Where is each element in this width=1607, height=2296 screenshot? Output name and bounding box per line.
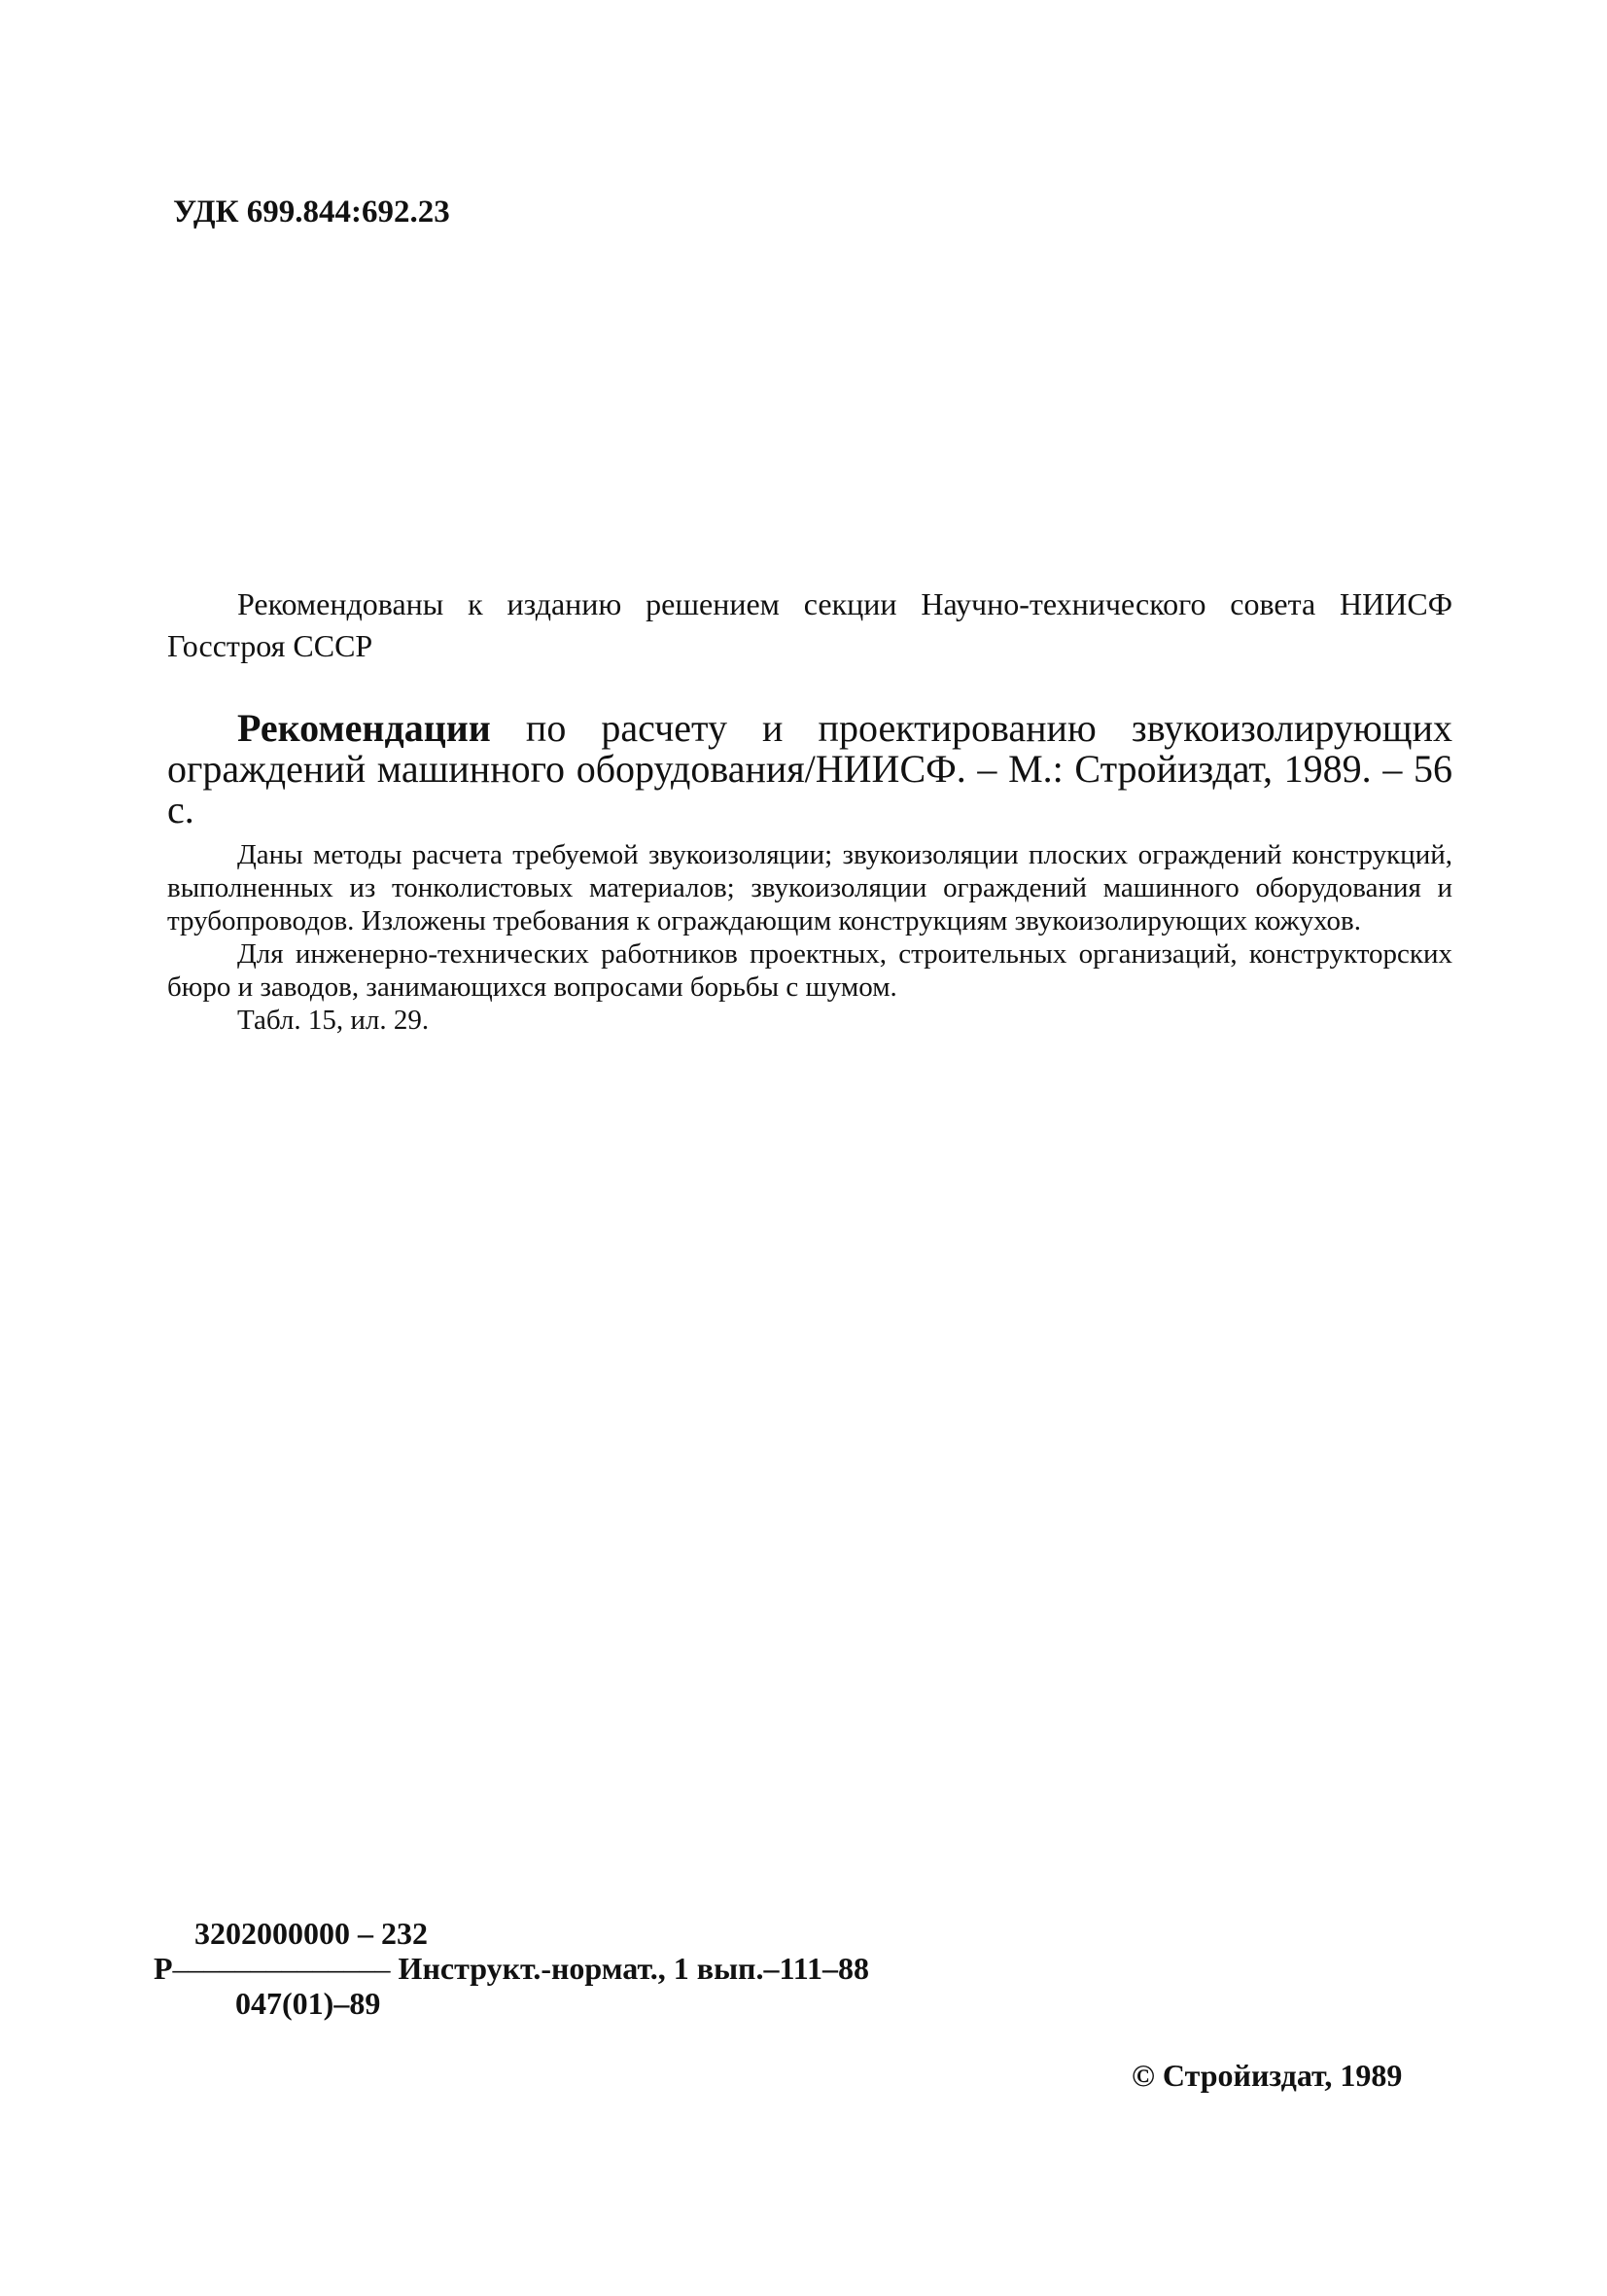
imprint-numerator: 3202000000 – 232 — [194, 1916, 428, 1951]
illustrations-note: Табл. 15, ил. 29. — [237, 1005, 430, 1036]
bibliographic-citation — [167, 708, 1452, 830]
citation-lead: Рекомендации — [237, 706, 491, 750]
imprint-note: Инструкт.-нормат., 1 вып.–111–88 — [398, 1951, 869, 1986]
imprint-fraction-line — [154, 1951, 869, 1986]
imprint-denominator: 047(01)–89 — [235, 1986, 381, 2021]
copyright-line: © Стройиздат, 1989 — [1132, 2058, 1403, 2093]
audience-paragraph: Для инженерно-технических работников проектных, строительных организаций, конструкторских бюро и заводов, занимающихся вопросами борьбы с шумом. — [167, 938, 1452, 1003]
imprint-prefix: Р — [154, 1951, 173, 1986]
imprint-dashes: –––––––––––––– — [172, 1951, 391, 1986]
udk-code: УДК 699.844:692.23 — [173, 194, 450, 230]
abstract-paragraph: Даны методы расчета требуемой звукоизоляции; звукоизоляции плоских ограждений конструкций, выполненных из тонколистовых материалов; звукоизоляции ограждений машинного оборудования и трубопроводов. Изложены требования к ограждающим конструкциям звукоизолирующих кожухов. — [167, 839, 1452, 936]
citation-text: по расчету и проектированию звукоизолирующих ограждений машинного оборудования/НИИСФ. – М.: Стройиздат, 1989. – 56 с. — [167, 706, 1452, 831]
approval-note: Рекомендованы к изданию решением секции Научно-технического совета НИИСФ Госстроя СССР — [167, 586, 1452, 663]
abstract — [167, 838, 1452, 1037]
